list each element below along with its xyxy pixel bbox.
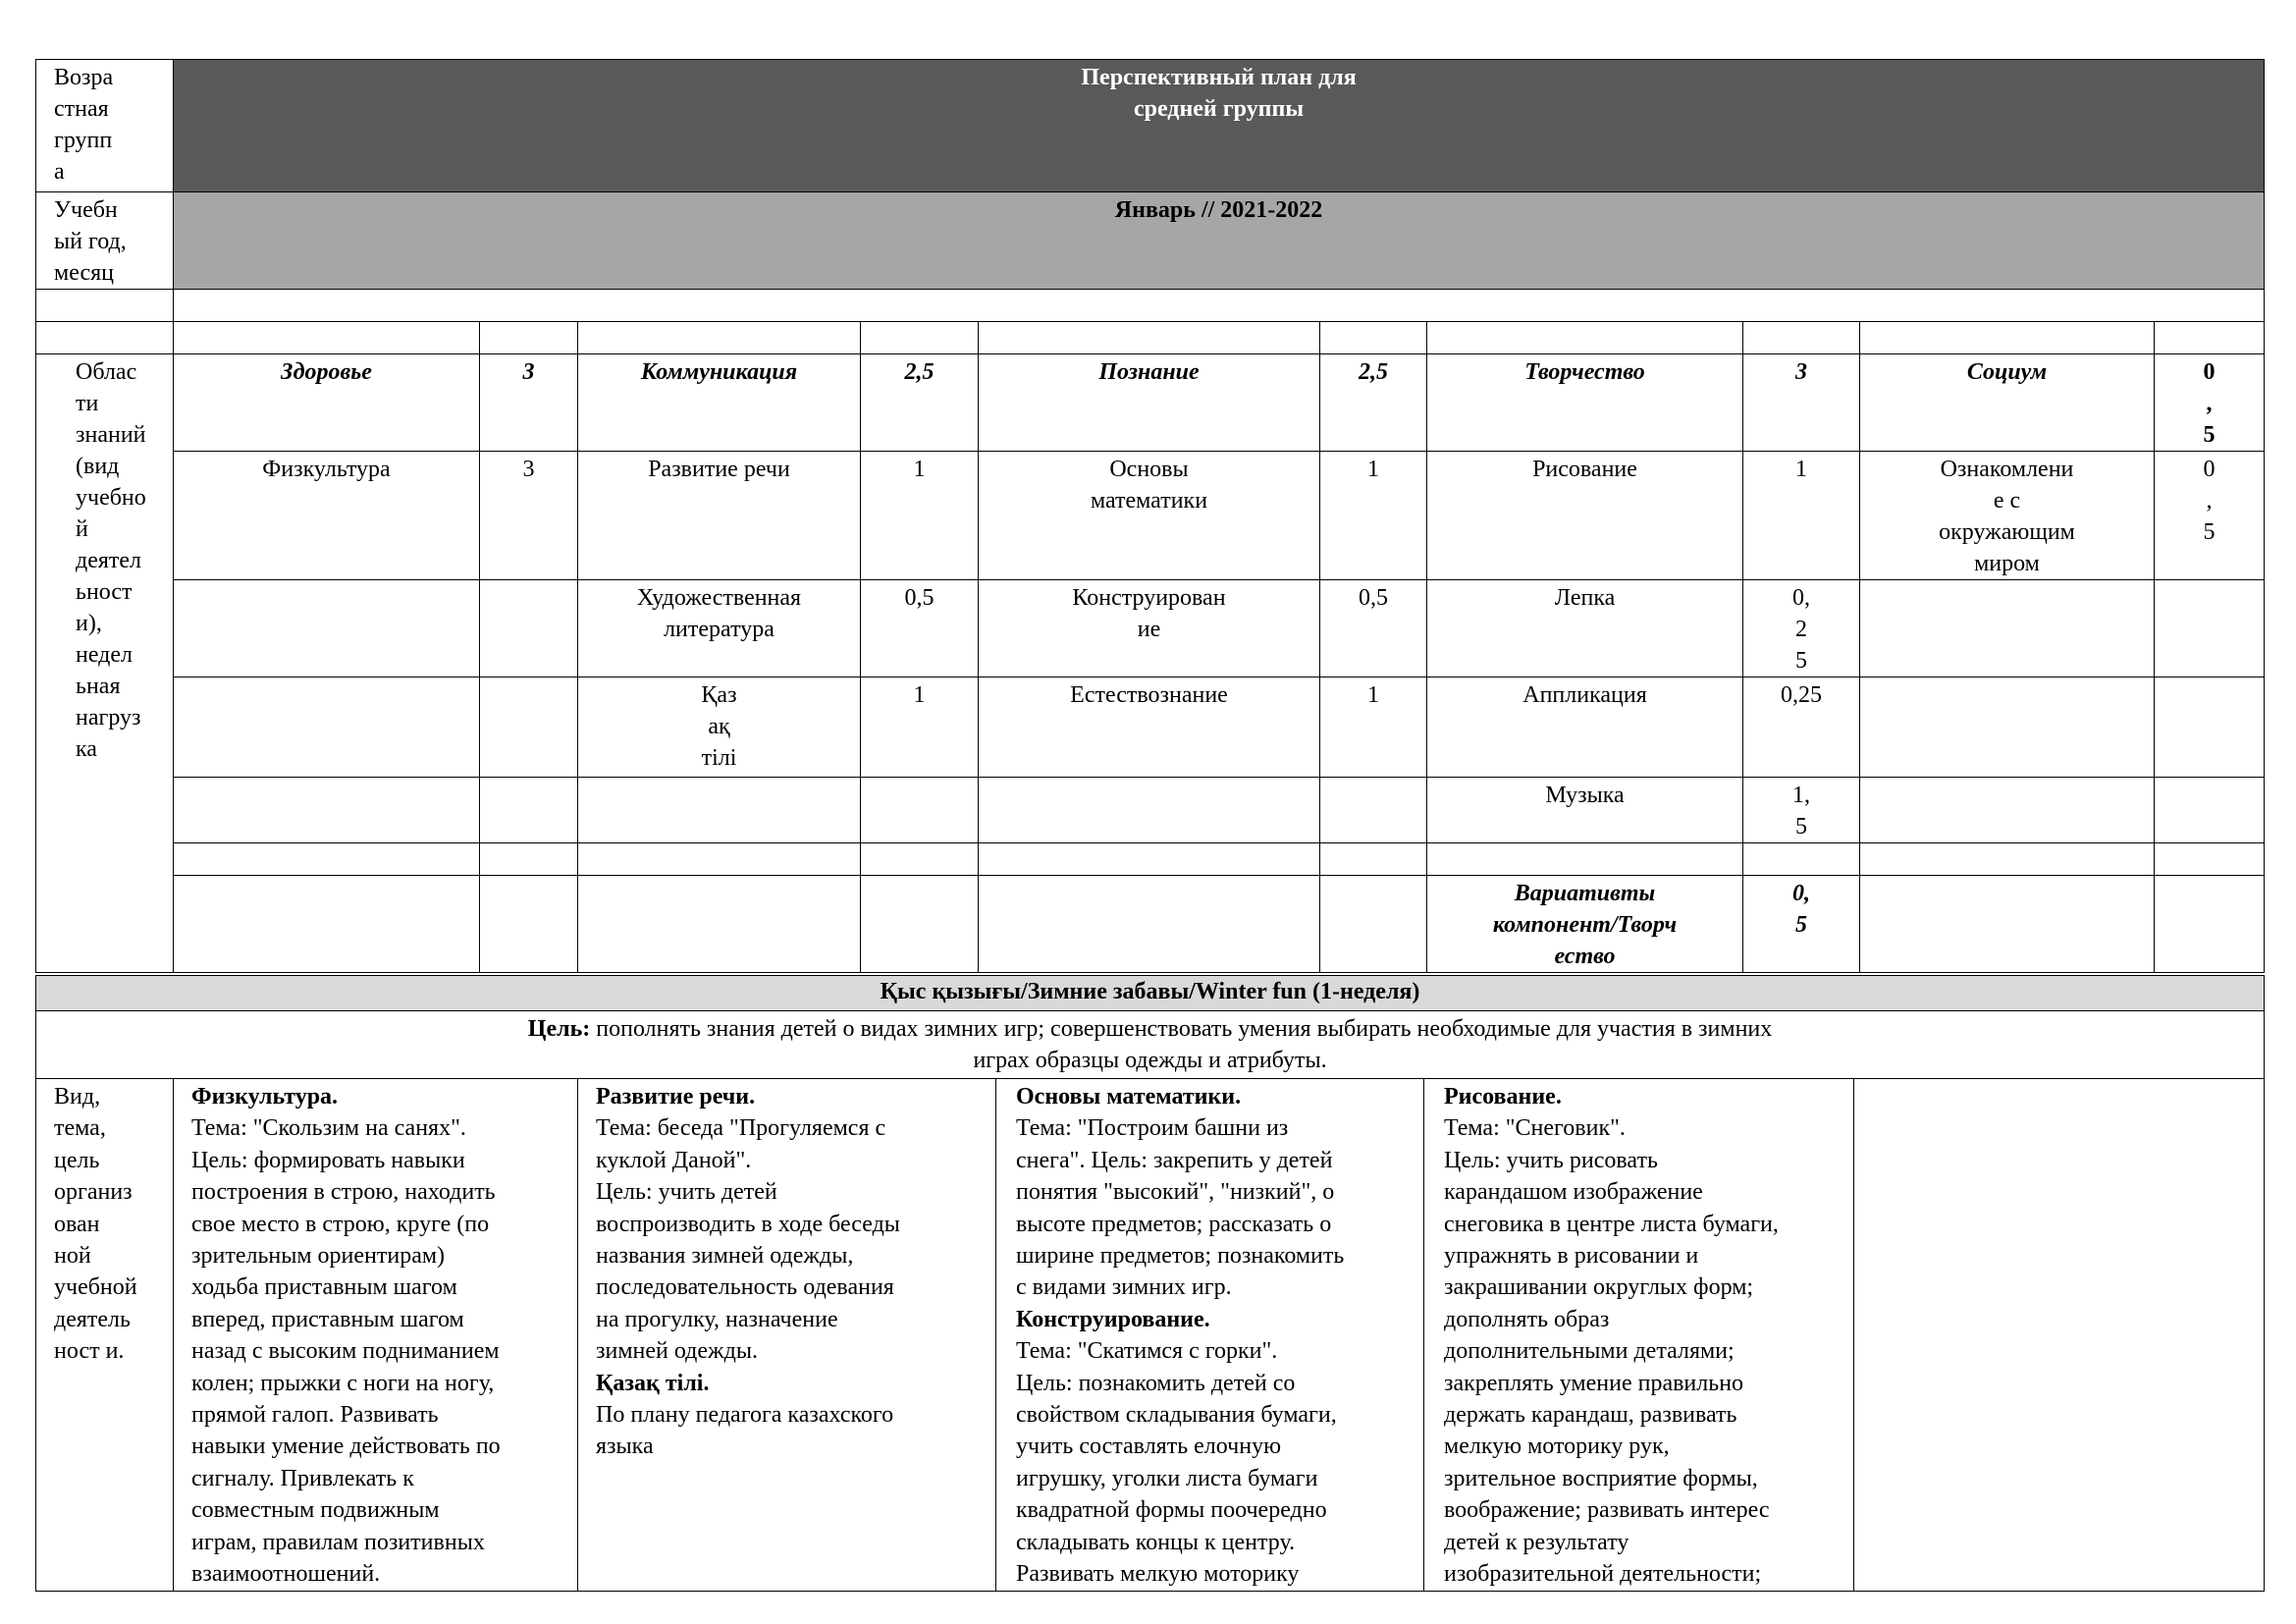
category-name: Творчество (1427, 354, 1743, 452)
category-name: Социум (1860, 354, 2155, 452)
activity-speech-development: Развитие речи. Тема: беседа "Прогуляемся с куклой Даной". Цель: учить детей воспроизводить в ходе беседы названия зимней одежды, последовательность одевания на прогулку, назначение зимней одежды. Қазақ тілі. По плану педагога казахского языка (578, 1079, 996, 1592)
category-name: Здоровье (174, 354, 480, 452)
subject-name: Ознакомлени е с окружающим миром (1860, 452, 2155, 580)
subject-hours: 1 (861, 452, 979, 580)
category-load: 2,5 (861, 354, 979, 452)
subject-hours: 0, 2 5 (1743, 580, 1860, 677)
subject-hours: 0,25 (1743, 677, 1860, 778)
age-group-label: Возра стная групп а (36, 60, 174, 192)
subject-name: Основы математики (979, 452, 1320, 580)
plan-title: Перспективный план для средней группы (174, 60, 2265, 192)
week-title: Қыс қызығы/Зимние забавы/Winter fun (1-неделя) (36, 976, 2265, 1011)
goal-text: пополнять знания детей о видах зимних игр; совершенствовать умения выбирать необходимые для участия в зимних (590, 1016, 1773, 1042)
subject-hours: 1 (861, 677, 979, 778)
empty-cell (174, 290, 2265, 322)
category-load: 2,5 (1320, 354, 1427, 452)
subject-hours: 1 (1320, 677, 1427, 778)
category-load: 0 , 5 (2155, 354, 2265, 452)
variative-component: Вариативты компонент/Творч ество (1427, 876, 1743, 973)
category-name: Познание (979, 354, 1320, 452)
week-goal: Цель: пополнять знания детей о видах зимних игр; совершенствовать умения выбирать необходимые для участия в зимних играх образцы одежды и атрибуты. (36, 1011, 2265, 1079)
activity-drawing: Рисование. Тема: "Снеговик". Цель: учить рисовать карандашом изображение снеговика в центре листа бумаги, упражнять в рисовании и закрашивании округлых форм; дополнять образ дополнительными деталями; закреплять умение правильно держать карандаш, развивать мелкую моторику рук, зрительное восприятие формы, воображение; развивать интерес детей к результату изобразительной деятельности; (1424, 1079, 1854, 1592)
category-load: 3 (1743, 354, 1860, 452)
subject-name: Аппликация (1427, 677, 1743, 778)
activity-physical-education: Физкультура. Тема: "Скользим на санях". Цель: формировать навыки построения в строю, находить свое место в строю, круге (по зрительным ориентирам) ходьба приставным шагом вперед, приставным шагом назад с высоким подниманием колен; прыжки с ноги на ногу, прямой галоп. Развивать навыки умение действовать по сигналу. Привлекать к совместным подвижным играм, правилам позитивных взаимоотношений. (174, 1079, 578, 1592)
subject-hours: 3 (480, 452, 578, 580)
subject-name: Лепка (1427, 580, 1743, 677)
category-load: 3 (480, 354, 578, 452)
subject-hours: 0,5 (861, 580, 979, 677)
subject-name: Музыка (1427, 778, 1743, 843)
subject-name: Естествознание (979, 677, 1320, 778)
week-plan-table (35, 975, 2265, 1592)
goal-label: Цель: (527, 1016, 591, 1042)
activity-type-label: Вид, тема, цель организ ован ной учебной деятель ност и. (36, 1079, 174, 1592)
subject-hours: 0,5 (1320, 580, 1427, 677)
subject-hours: 1, 5 (1743, 778, 1860, 843)
category-name: Коммуникация (578, 354, 861, 452)
subject-hours: 1 (1320, 452, 1427, 580)
plan-header-table (35, 59, 2265, 973)
subject-name: Развитие речи (578, 452, 861, 580)
subject-name: Физкультура (174, 452, 480, 580)
subject-name: Конструирован ие (979, 580, 1320, 677)
empty-cell (36, 290, 174, 322)
school-year-label: Учебн ый год, месяц (36, 192, 174, 290)
activity-math: Основы математики. Тема: "Построим башни из снега". Цель: закрепить у детей понятия "высокий", "низкий", о высоте предметов; рассказать о ширине предметов; познакомить с видами зимних игр. Конструирование. Тема: "Скатимся с горки". Цель: познакомить детей со свойством складывания бумаги, учить составлять елочную игрушку, уголки листа бумаги квадратной формы поочередно складывать концы к центру. Развивать мелкую моторику (996, 1079, 1424, 1592)
subject-name: Қаз ақ тілі (578, 677, 861, 778)
subject-hours: 0 , 5 (2155, 452, 2265, 580)
empty-cell (1854, 1079, 2265, 1592)
subject-name: Рисование (1427, 452, 1743, 580)
subject-hours: 1 (1743, 452, 1860, 580)
variative-load: 0, 5 (1743, 876, 1860, 973)
areas-of-knowledge-label: Облас ти знаний (вид учебно й деятел ьност и), недел ьная нагруз ка (36, 354, 174, 973)
subject-name: Художественная литература (578, 580, 861, 677)
month-title: Январь // 2021-2022 (174, 192, 2265, 290)
